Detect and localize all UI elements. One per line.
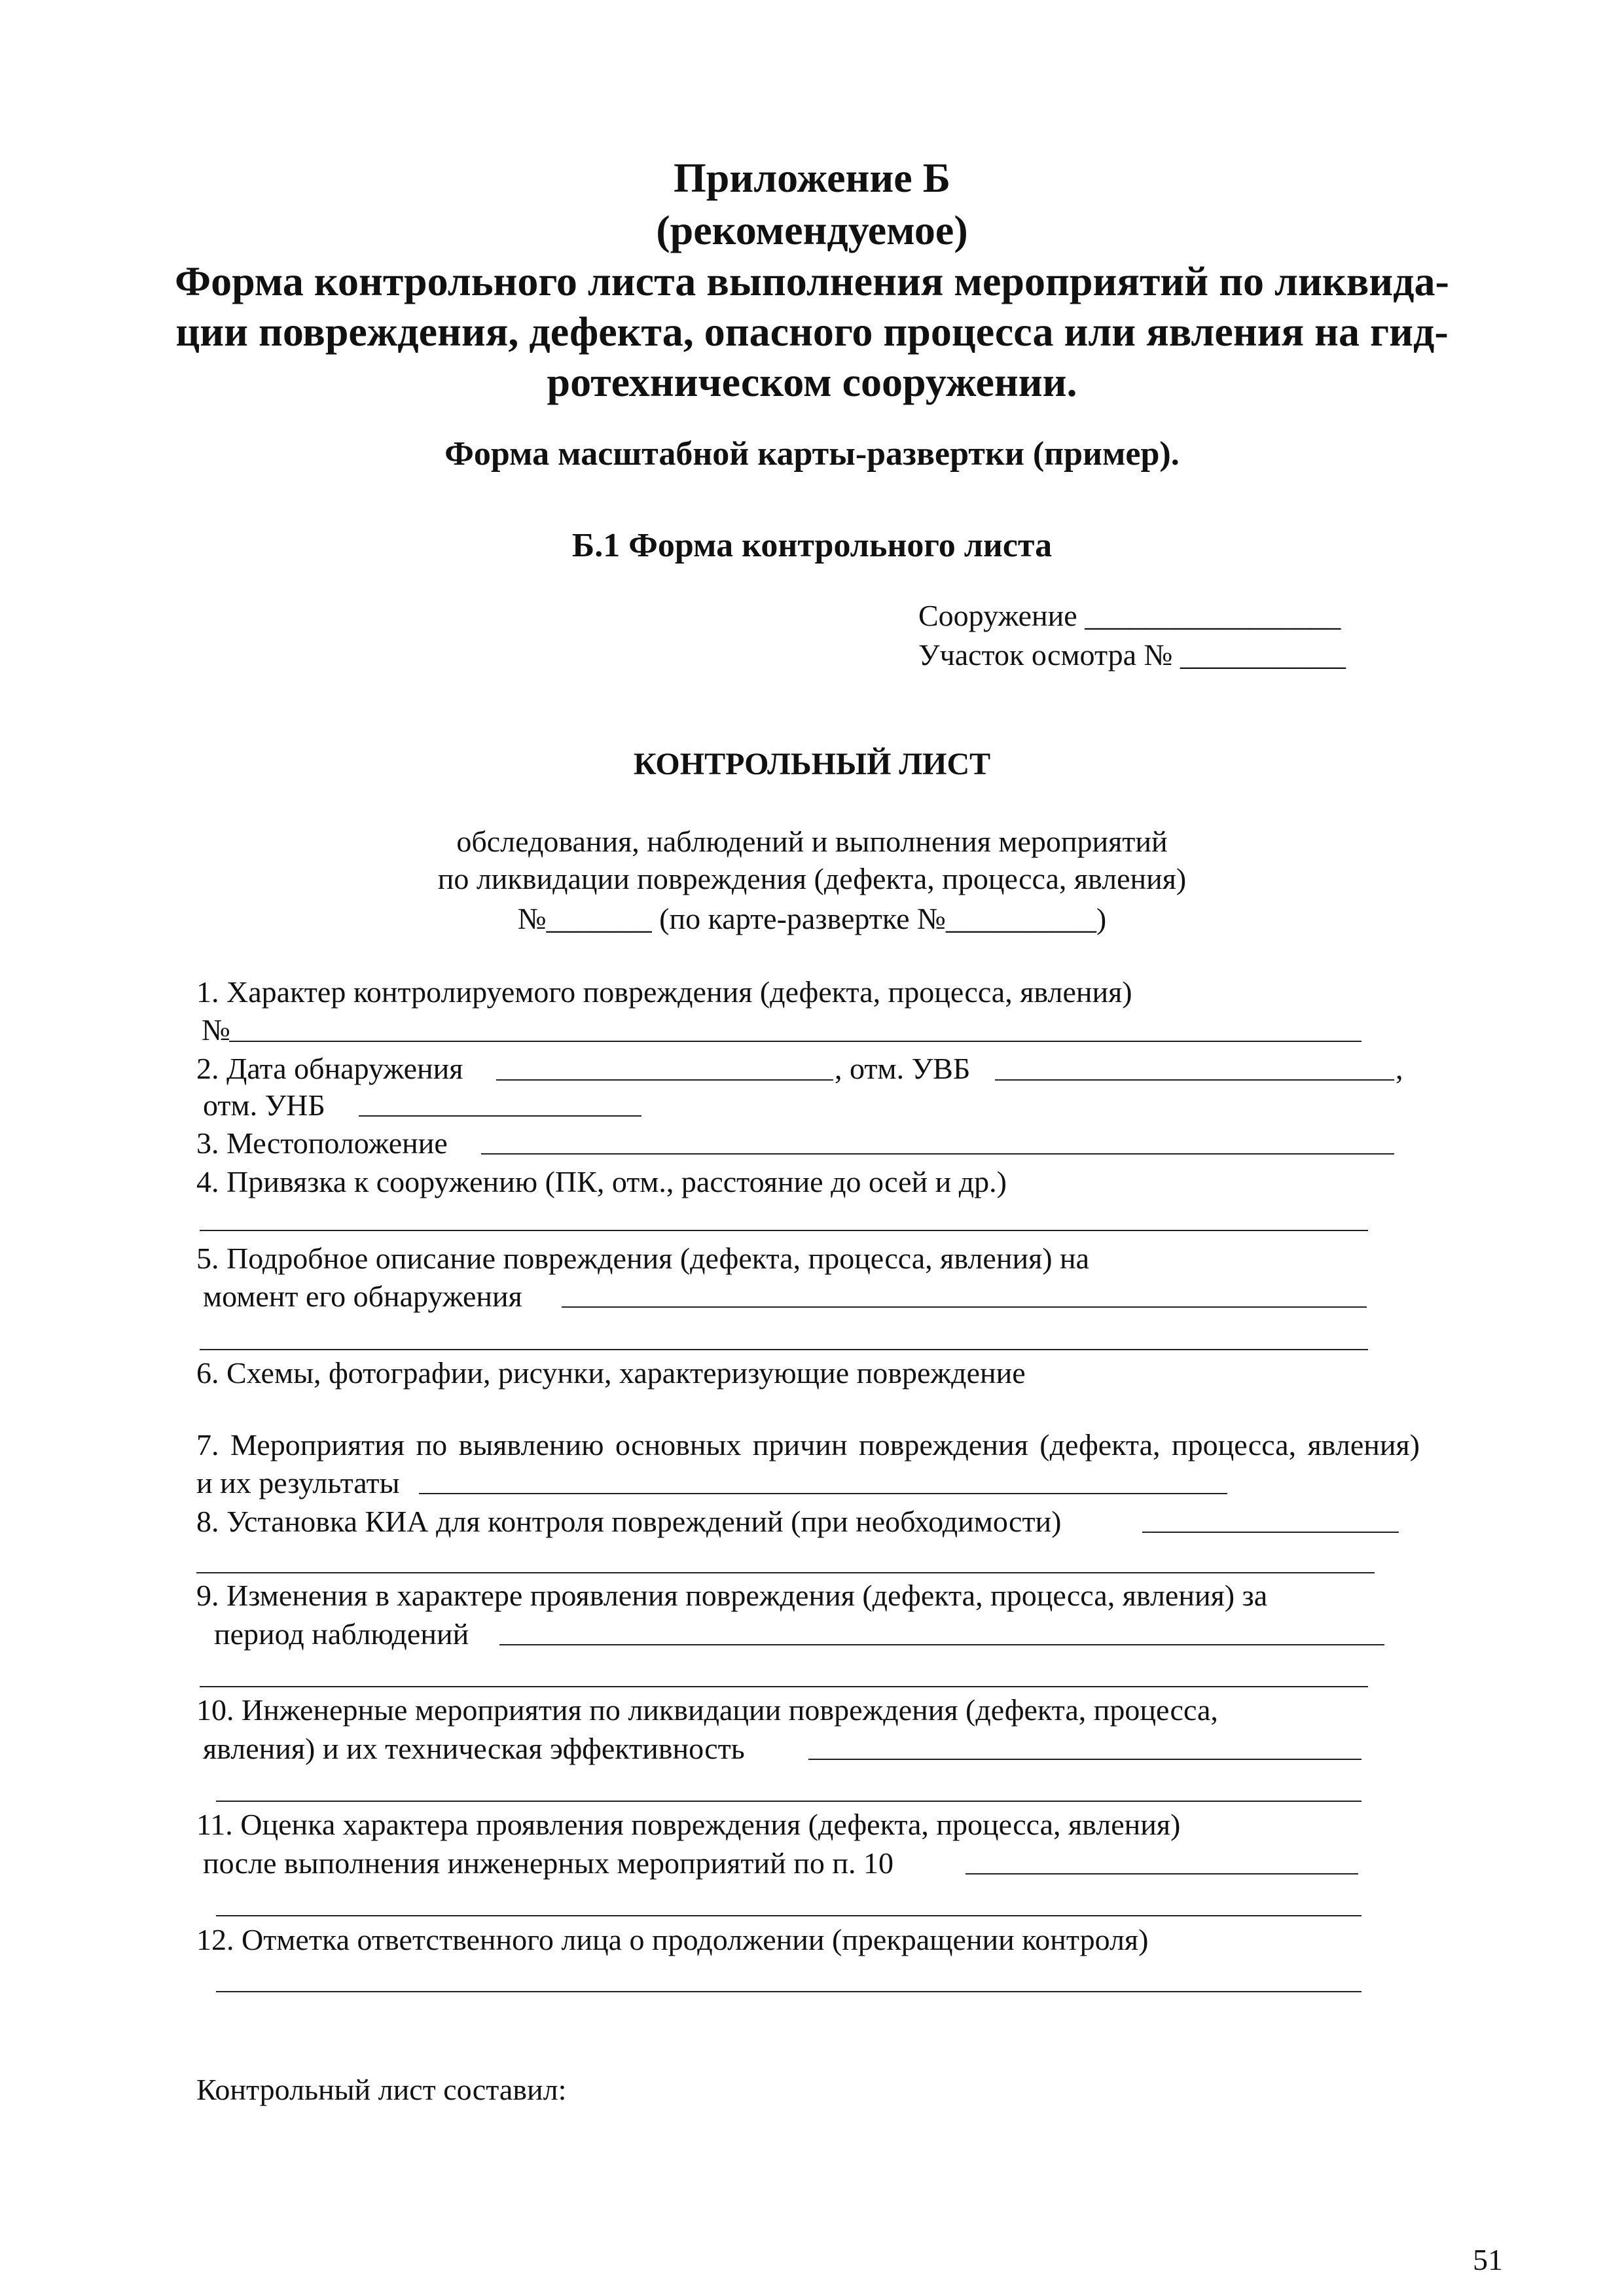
item-3-blank xyxy=(481,1153,1394,1155)
item-9-blank-1 xyxy=(499,1644,1384,1645)
item-10-label: 10. Инженерные мероприятия по ликвидации повреждения (дефекта, процесса, xyxy=(196,1693,1218,1727)
item-6-label: 6. Схемы, фотографии, рисунки, характеризующие повреждение xyxy=(196,1356,1026,1390)
item-9-blank-2 xyxy=(200,1686,1368,1687)
item-8-blank-1 xyxy=(1142,1532,1399,1533)
sheet-number-line: №_______ (по карте-развертке №__________) xyxy=(517,902,1107,935)
item-10-blank-2 xyxy=(216,1801,1362,1802)
document-title-line-3: ротехническом сооружении. xyxy=(547,359,1077,405)
item-1-label: 1. Характер контролируемого повреждения (дефекта, процесса, явления) xyxy=(196,975,1132,1009)
sheet-description-line-1: обследования, наблюдений и выполнения мероприятий xyxy=(456,825,1168,858)
section-heading: Б.1 Форма контрольного листа xyxy=(571,527,1053,564)
appendix-title: Приложение Б xyxy=(674,154,950,201)
document-title-line-2: ции повреждения, дефекта, опасного процесса или явления на гид- xyxy=(175,308,1449,355)
item-12-blank xyxy=(216,1991,1362,1992)
document-title-line-1: Форма контрольного листа выполнения мероприятий по ликвида- xyxy=(175,258,1449,304)
item-2-label: 2. Дата обнаружения xyxy=(196,1052,463,1085)
item-1-number-label: № xyxy=(202,1013,230,1047)
document-subtitle: Форма масштабной карты-развертки (пример). xyxy=(444,435,1180,473)
item-9-continuation: период наблюдений xyxy=(214,1617,469,1651)
item-2-unb-label: отм. УНБ xyxy=(203,1088,325,1122)
item-4-label: 4. Привязка к сооружению (ПК, отм., расстояние до осей и др.) xyxy=(196,1165,1007,1198)
structure-field: Сооружение _________________ xyxy=(918,599,1341,632)
item-5-continuation: момент его обнаружения xyxy=(203,1280,522,1313)
item-11-label: 11. Оценка характера проявления повреждения (дефекта, процесса, явления) xyxy=(196,1808,1181,1841)
item-8-label: 8. Установка КИА для контроля повреждений (при необходимости) xyxy=(196,1505,1062,1538)
item-7-blank xyxy=(419,1493,1227,1494)
item-4-blank xyxy=(200,1230,1368,1231)
item-10-continuation: явления) и их техническая эффективность xyxy=(203,1732,745,1765)
item-11-blank-1 xyxy=(965,1873,1358,1874)
sheet-description-line-2: по ликвидации повреждения (дефекта, процесса, явления) xyxy=(437,862,1187,895)
item-7-continuation: и их результаты xyxy=(196,1466,400,1499)
item-11-continuation: после выполнения инженерных мероприятий по п. 10 xyxy=(203,1846,893,1880)
item-5-label: 5. Подробное описание повреждения (дефекта, процесса, явления) на xyxy=(196,1242,1090,1275)
item-8-blank-2 xyxy=(196,1572,1375,1573)
item-2-uvb-blank xyxy=(995,1079,1394,1081)
item-1-blank xyxy=(229,1041,1362,1042)
item-2-date-blank xyxy=(496,1079,833,1081)
item-3-label: 3. Местоположение xyxy=(196,1126,448,1160)
item-2-unb-blank xyxy=(359,1115,641,1117)
inspection-section-field: Участок осмотра № ___________ xyxy=(918,638,1346,672)
appendix-status: (рекомендуемое) xyxy=(656,207,968,253)
item-5-blank-2 xyxy=(200,1349,1368,1350)
page-number: 51 xyxy=(1473,2243,1503,2276)
item-12-label: 12. Отметка ответственного лица о продолжении (прекращении контроля) xyxy=(196,1923,1149,1956)
item-9-label: 9. Изменения в характере проявления повреждения (дефекта, процесса, явления) за xyxy=(196,1579,1268,1612)
item-7-label: 7. Мероприятия по выявлению основных причин повреждения (дефекта, процесса, явления) xyxy=(196,1428,1420,1462)
item-5-blank-1 xyxy=(562,1306,1367,1308)
item-2-uvb-label: , отм. УВБ xyxy=(835,1052,971,1085)
signature-label: Контрольный лист составил: xyxy=(196,2073,567,2106)
item-2-comma: , xyxy=(1396,1052,1403,1085)
sheet-title: КОНТРОЛЬНЫЙ ЛИСТ xyxy=(633,747,991,781)
item-11-blank-2 xyxy=(216,1915,1362,1916)
item-10-blank-1 xyxy=(808,1759,1362,1760)
